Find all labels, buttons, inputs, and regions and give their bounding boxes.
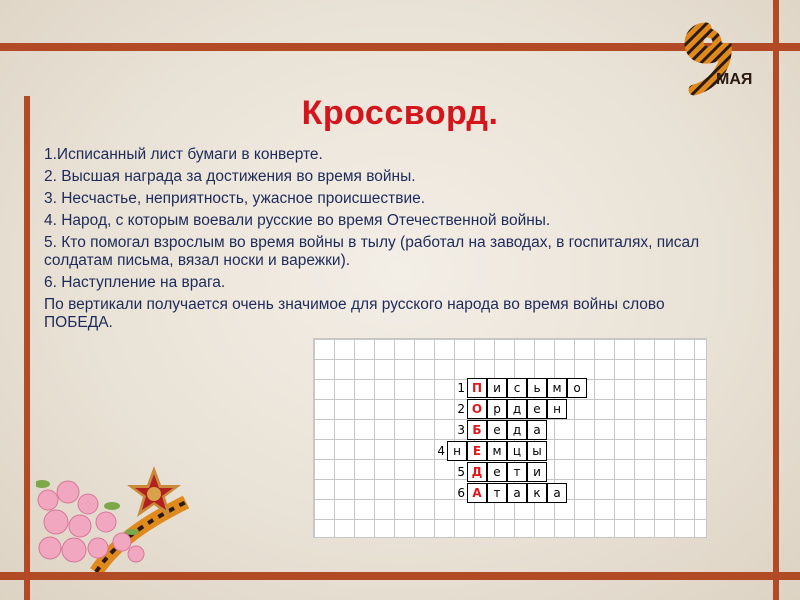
clue-6: 6. Наступление на врага.	[44, 274, 226, 291]
crossword-cell: с	[507, 378, 527, 398]
svg-text:МАЯ: МАЯ	[716, 71, 753, 88]
ribbon-left	[24, 96, 30, 600]
crossword-key-cell: Д	[467, 462, 487, 482]
crossword-cell: и	[527, 462, 547, 482]
crossword-cell: а	[507, 483, 527, 503]
crossword-cell: р	[487, 399, 507, 419]
crossword-key-cell: А	[467, 483, 487, 503]
ribbon-right	[773, 0, 779, 600]
clue-number: 4	[44, 212, 53, 229]
crossword-key-cell: Е	[467, 441, 487, 461]
page-title: Кроссворд.	[301, 94, 499, 132]
crossword-cell: д	[507, 420, 527, 440]
clue-1: 1.Исписанный лист бумаги в конверте.	[44, 146, 323, 163]
clue-number: 1	[44, 146, 53, 163]
crossword-cell: а	[547, 483, 567, 503]
crossword-row-number: 1	[457, 381, 465, 395]
crossword-cell: е	[487, 462, 507, 482]
crossword-cell: ц	[507, 441, 527, 461]
crossword-key-cell: О	[467, 399, 487, 419]
crossword-cell: о	[567, 378, 587, 398]
crossword-row-number: 2	[457, 402, 465, 416]
crossword-cell: т	[487, 483, 507, 503]
clue-3: 3. Несчастье, неприятность, ужасное происшествие.	[44, 190, 426, 207]
crossword-row-number: 5	[457, 465, 465, 479]
crossword-cell: е	[527, 399, 547, 419]
ribbon-bottom	[0, 572, 800, 580]
vertical-note: По вертикали получается очень значимое для русского народа во время войны слово ПОБЕДА.	[44, 296, 665, 331]
crossword-cell: м	[547, 378, 567, 398]
crossword-cell: ы	[527, 441, 547, 461]
clue-number: 5	[44, 234, 53, 251]
clues-text	[44, 146, 734, 336]
crossword-cell: т	[507, 462, 527, 482]
crossword-cell: а	[527, 420, 547, 440]
crossword-cell: н	[447, 441, 467, 461]
may-9-logo-icon	[676, 18, 766, 98]
clue-number: 6	[44, 274, 53, 291]
crossword-cell: е	[487, 420, 507, 440]
clue-5: 5. Кто помогал взрослым во время войны в тылу (работал на заводах, в госпиталях, писал солдатам письма, вязал носки и варежки).	[44, 234, 700, 269]
crossword-cell: и	[487, 378, 507, 398]
clue-2: 2. Высшая награда за достижения во время войны.	[44, 168, 416, 185]
clue-number: 3	[44, 190, 53, 207]
crossword-key-cell: П	[467, 378, 487, 398]
crossword-key-cell: Б	[467, 420, 487, 440]
crossword-cell: д	[507, 399, 527, 419]
crossword-cell: м	[487, 441, 507, 461]
flowers-order-star-icon	[36, 462, 206, 572]
clue-number: 2	[44, 168, 53, 185]
crossword-cell: к	[527, 483, 547, 503]
crossword-row-number: 4	[437, 444, 445, 458]
clue-4: 4. Народ, с которым воевали русские во время Отечественной войны.	[44, 212, 551, 229]
crossword-cell: ь	[527, 378, 547, 398]
crossword-cell: н	[547, 399, 567, 419]
crossword-row-number: 6	[457, 486, 465, 500]
crossword-row-number: 3	[457, 423, 465, 437]
